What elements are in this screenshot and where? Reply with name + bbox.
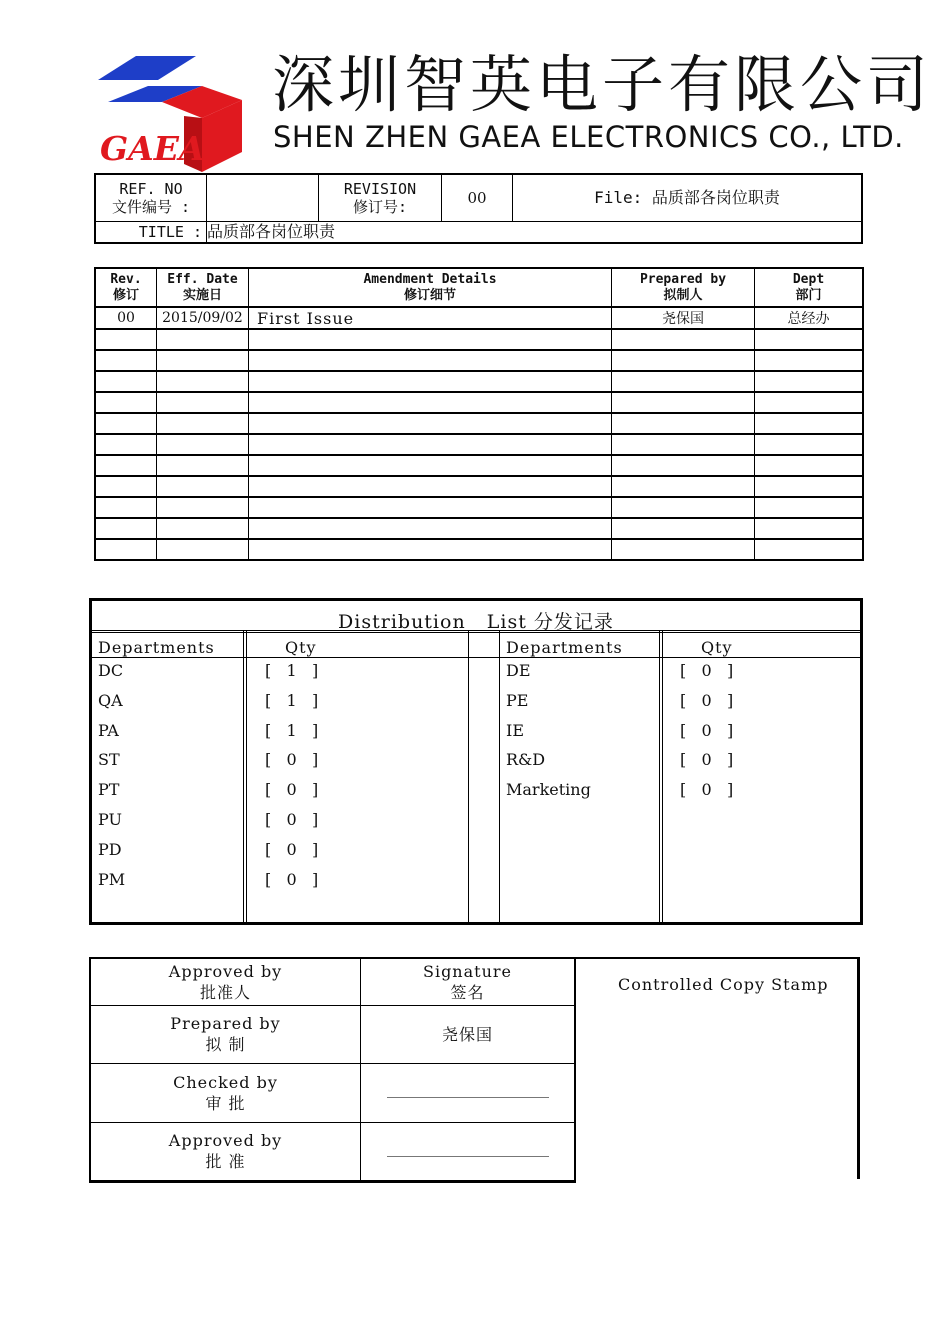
distribution-list: [89, 598, 863, 925]
table-row: [95, 350, 863, 371]
empty-cell: [95, 392, 157, 413]
empty-cell: [612, 350, 755, 371]
distribution-dept: PT: [98, 780, 120, 800]
col-departments-left: Departments: [98, 638, 215, 657]
empty-cell: [755, 371, 864, 392]
distribution-qty: [ 0 ]: [265, 839, 319, 859]
divider: [659, 631, 660, 922]
distribution-qty: [ 0 ]: [265, 750, 319, 770]
empty-cell: [755, 476, 864, 497]
empty-cell: [612, 497, 755, 518]
empty-cell: [612, 371, 755, 392]
distribution-dept: PU: [98, 810, 122, 829]
file-label: File: 品质部各岗位职责: [513, 174, 863, 221]
empty-cell: [249, 518, 612, 539]
empty-cell: [249, 350, 612, 371]
table-row: [95, 434, 863, 455]
empty-cell: [249, 455, 612, 476]
empty-cell: [95, 455, 157, 476]
signature-header: Signature 签名: [361, 958, 576, 1005]
distribution-dept: QA: [98, 690, 123, 710]
ref-no-label: REF. NO 文件编号 :: [95, 174, 207, 221]
col-rev: Rev. 修订: [95, 268, 157, 307]
empty-cell: [612, 518, 755, 539]
revision-value: 00: [442, 174, 513, 221]
divider: [499, 631, 500, 922]
amendment-header-row: [95, 268, 863, 307]
logo-text: GAEA: [100, 129, 205, 168]
empty-cell: [95, 371, 157, 392]
cell-prepared-by: 尧保国: [612, 307, 755, 329]
table-row: [95, 476, 863, 497]
table-row: [95, 371, 863, 392]
cell-date: 2015/09/02: [157, 307, 249, 329]
distribution-dept: PM: [98, 869, 126, 889]
approved-by-label: Approved by 批 准: [90, 1122, 361, 1181]
col-dept: Dept 部门: [755, 268, 864, 307]
col-departments-right: Departments: [506, 638, 623, 657]
table-row: [95, 307, 863, 329]
distribution-qty: [ 0 ]: [680, 720, 734, 740]
approved-by-header: Approved by 批准人: [90, 958, 361, 1005]
prepared-by-label: Prepared by 拟 制: [90, 1005, 361, 1063]
distribution-qty: [ 1 ]: [265, 720, 319, 740]
empty-cell: [157, 329, 249, 350]
empty-cell: [249, 413, 612, 434]
col-qty-left: Qty: [285, 638, 317, 657]
empty-cell: [95, 350, 157, 371]
distribution-qty: [ 0 ]: [680, 780, 734, 800]
empty-cell: [755, 518, 864, 539]
col-amendment-details: Amendment Details 修订细节: [249, 268, 612, 307]
distribution-dept: IE: [506, 720, 524, 740]
empty-cell: [157, 539, 249, 560]
empty-cell: [95, 476, 157, 497]
empty-cell: [612, 413, 755, 434]
empty-cell: [249, 539, 612, 560]
cell-details: First Issue: [249, 307, 612, 329]
empty-cell: [612, 455, 755, 476]
empty-cell: [249, 392, 612, 413]
empty-cell: [612, 476, 755, 497]
approved-by-signature: [361, 1122, 576, 1181]
company-name-cn: 深圳智英电子有限公司: [272, 48, 933, 121]
prepared-by-signature: 尧保国: [361, 1005, 576, 1063]
distribution-dept: DC: [98, 661, 124, 680]
empty-cell: [755, 350, 864, 371]
title-label: TITLE :: [95, 221, 207, 243]
distribution-title: Distribution List 分发记录: [338, 611, 614, 633]
divider: [92, 632, 860, 633]
checked-by-label: Checked by 审 批: [90, 1063, 361, 1122]
divider: [92, 657, 860, 658]
document-header-table: [94, 173, 863, 244]
distribution-qty: [ 1 ]: [265, 661, 319, 680]
distribution-dept: DE: [506, 661, 531, 680]
gaea-logo: [98, 56, 246, 174]
distribution-dept: ST: [98, 750, 120, 770]
empty-cell: [755, 329, 864, 350]
distribution-qty: [ 0 ]: [680, 661, 734, 680]
empty-cell: [612, 392, 755, 413]
empty-cell: [249, 371, 612, 392]
cell-dept: 总经办: [755, 307, 864, 329]
empty-cell: [755, 497, 864, 518]
empty-cell: [612, 329, 755, 350]
ref-no-value: [207, 174, 319, 221]
table-row: [95, 413, 863, 434]
empty-cell: [755, 455, 864, 476]
table-row: [95, 455, 863, 476]
empty-cell: [157, 434, 249, 455]
amendment-table: [94, 267, 864, 561]
approval-table: [89, 957, 576, 1183]
empty-cell: [95, 539, 157, 560]
checked-by-signature: [361, 1063, 576, 1122]
empty-cell: [249, 434, 612, 455]
distribution-dept: Marketing: [506, 780, 591, 800]
distribution-dept: PE: [506, 690, 529, 710]
empty-cell: [157, 455, 249, 476]
col-qty-right: Qty: [701, 638, 733, 657]
table-row: [95, 518, 863, 539]
empty-cell: [95, 434, 157, 455]
empty-cell: [157, 350, 249, 371]
empty-cell: [249, 476, 612, 497]
empty-cell: [95, 497, 157, 518]
table-row: [95, 392, 863, 413]
company-name-en: SHEN ZHEN GAEA ELECTRONICS CO., LTD.: [273, 120, 904, 154]
empty-cell: [95, 413, 157, 434]
signature-line: [387, 1097, 549, 1098]
empty-cell: [157, 392, 249, 413]
distribution-qty: [ 1 ]: [265, 690, 319, 710]
empty-cell: [157, 371, 249, 392]
controlled-copy-stamp-box: [576, 957, 860, 1179]
distribution-dept: R&D: [506, 750, 546, 770]
distribution-qty: [ 0 ]: [265, 869, 319, 889]
empty-cell: [157, 497, 249, 518]
empty-cell: [157, 518, 249, 539]
empty-cell: [755, 539, 864, 560]
col-eff-date: Eff. Date 实施日: [157, 268, 249, 307]
divider: [662, 631, 663, 922]
table-row: [95, 497, 863, 518]
signature-line: [387, 1156, 549, 1157]
empty-cell: [755, 392, 864, 413]
empty-cell: [95, 329, 157, 350]
distribution-qty: [ 0 ]: [680, 690, 734, 710]
empty-cell: [157, 476, 249, 497]
revision-label: REVISION 修订号:: [319, 174, 442, 221]
distribution-qty: [ 0 ]: [265, 810, 319, 829]
divider: [246, 631, 247, 922]
divider: [92, 630, 860, 631]
empty-cell: [249, 329, 612, 350]
col-prepared-by: Prepared by 拟制人: [612, 268, 755, 307]
empty-cell: [755, 413, 864, 434]
distribution-dept: PD: [98, 839, 122, 859]
distribution-qty: [ 0 ]: [680, 750, 734, 770]
table-row: [95, 539, 863, 560]
empty-cell: [249, 497, 612, 518]
title-value: 品质部各岗位职责: [207, 221, 863, 243]
distribution-qty: [ 0 ]: [265, 780, 319, 800]
empty-cell: [95, 518, 157, 539]
divider: [243, 631, 244, 922]
empty-cell: [755, 434, 864, 455]
empty-cell: [157, 413, 249, 434]
distribution-dept: PA: [98, 720, 119, 740]
empty-cell: [612, 539, 755, 560]
stamp-label: Controlled Copy Stamp: [618, 975, 829, 994]
cell-rev: 00: [95, 307, 157, 329]
divider: [468, 631, 469, 922]
empty-cell: [612, 434, 755, 455]
table-row: [95, 329, 863, 350]
